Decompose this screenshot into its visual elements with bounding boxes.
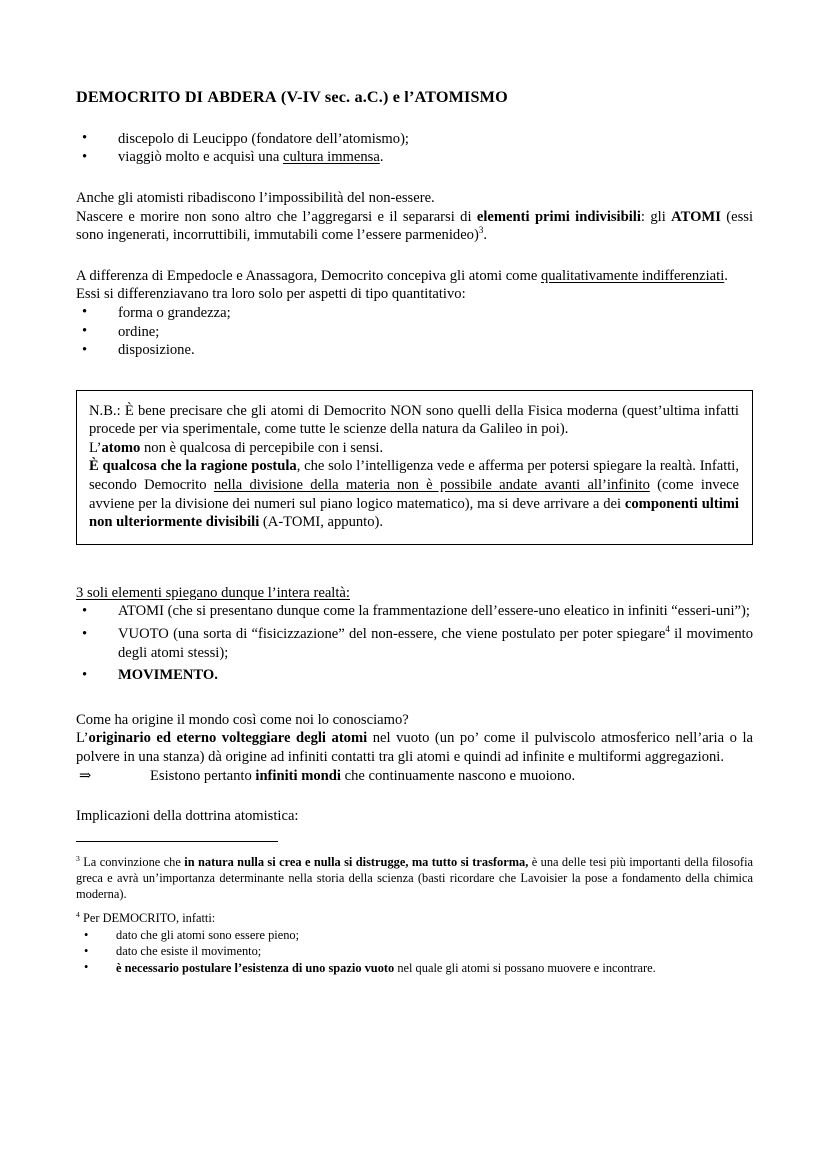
footnote-4-bullet-list [76, 927, 753, 975]
underlined-qualitativamente: qualitativamente indifferenziati [540, 267, 725, 284]
smallcaps-democrito: DEMOCRITO [102, 911, 176, 926]
bullet-text: (una sorta di “fisicizzazione” del non-essere, che viene postulato per poter spiegare [168, 626, 666, 643]
list-item [76, 927, 753, 943]
paragraph-impossibilita [76, 189, 753, 208]
paragraph-text: Essi si differenziavano tra loro solo per aspetti di tipo quantitativo: [76, 286, 466, 303]
text-segment: nel vuoto (un po’ come il pulviscolo atmosferico nell’aria o la polvere in una stanza) dà origine ad infiniti contatti tra gli atomi e quindi ad infinite e multiformi aggregazioni. [76, 730, 753, 766]
tre-elementi-bullet-list [76, 602, 753, 684]
list-item [76, 666, 753, 685]
footnote-separator [76, 841, 278, 842]
bullet-text: dato che gli atomi sono essere pieno; [116, 928, 300, 943]
bold-nulla-si-crea: in natura nulla si crea e nulla si distrugge, ma tutto si trasforma, [184, 854, 529, 869]
bold-infiniti-mondi: infiniti mondi [255, 767, 341, 784]
paragraph-implicazioni [76, 807, 753, 826]
text-segment: N.B.: È bene precisare che gli atomi di Democrito [89, 402, 391, 419]
smallcaps-atomi: ATOMI [118, 603, 164, 620]
bullet-text: . [214, 667, 218, 684]
title-smallcaps-place: ABDERA [207, 88, 277, 106]
footnote-marker-4[interactable]: 4 [665, 624, 670, 635]
intro-bullet-list [76, 130, 753, 167]
text-segment: sono quelli della Fisica moderna (quest’ultima infatti procede per via sperimentale, come tutte le scienze della natura da Galileo in poi). [89, 402, 739, 438]
nb-paragraph-1 [89, 402, 739, 439]
bullet-text: disposizione. [118, 342, 195, 359]
smallcaps-vuoto: VUOTO [118, 626, 169, 643]
bold-atomo: atomo [101, 439, 141, 456]
bullet-text: nel quale gli atomi si possano muovere e incontrare. [394, 960, 656, 975]
text-segment: Nascere e morire non sono altro che l’aggregarsi e il separarsi di [76, 208, 477, 225]
bold-elementi-primi: elementi primi indivisibili [476, 208, 641, 225]
paragraph-text: Come ha origine il mondo così come noi lo conosciamo? [76, 711, 409, 728]
text-segment: , infatti: [176, 911, 216, 926]
footnote-3 [76, 855, 753, 903]
bullet-text: ordine; [118, 323, 160, 340]
bold-componenti-ultimi: componenti ultimi non ulteriormente divisibili [89, 495, 739, 531]
footnote-4-head [76, 911, 753, 927]
text-segment: (A-TOMI, appunto). [259, 514, 384, 531]
text-segment: (come invece avviene per la divisione dei numeri sul piano logico matematico), ma si deve arrivare a dei [89, 477, 740, 512]
paragraph-text: Implicazioni della dottrina atomistica: [76, 808, 299, 825]
text-segment: è una delle tesi più importanti della filosofia greca e avrà un’importanza determinante nella storia della scienza (basti ricordare che Lavoisier la pose a fondamento della chimica moderna). [76, 854, 754, 901]
paragraph-text: Anche gli atomisti ribadiscono l’impossibilità del non-essere. [76, 189, 435, 206]
list-item [76, 304, 753, 323]
footnote-number-4: 4 [76, 910, 80, 920]
text-segment: A differenza di Empedocle e Anassagora, Democrito concepiva gli atomi come [76, 267, 541, 284]
underlined-divisione-materia: nella divisione della materia non è possibile andate avanti all’infinito [213, 477, 650, 494]
paragraph-originario-volteggiare [76, 729, 753, 766]
bullet-underlined-text: cultura immensa [282, 149, 380, 166]
paragraph-essi-differenziavano [76, 285, 753, 304]
list-item [76, 602, 753, 621]
bullet-text: (che si presentano dunque come la frammentazione dell’essere-uno eleatico in infiniti “esseri-uni”); [163, 603, 750, 620]
text-segment: . [724, 267, 728, 284]
bullet-text: discepolo di Leucippo (fondatore dell’atomismo); [118, 130, 409, 147]
text-segment: che continuamente nascono e muoiono. [340, 767, 576, 784]
smallcaps-movimento: MOVIMENTO [118, 667, 215, 684]
bullet-text: dato che esiste il movimento; [116, 944, 262, 959]
text-segment: L’ [76, 730, 89, 747]
nota-bene-callout-box [76, 390, 753, 545]
bold-atomi: ATOMI [671, 208, 721, 225]
implication-arrow-row [76, 767, 753, 786]
text-segment: La convinzione che [79, 854, 185, 869]
text-segment: : gli [640, 208, 672, 225]
paragraph-nascere-morire [76, 208, 753, 245]
text-segment: Esistono pertanto [150, 767, 256, 784]
text-segment: (essi sono ingenerati, incorruttibili, immutabili come l’essere parmenideo) [76, 208, 754, 244]
text-segment: Per [79, 911, 103, 926]
nb-paragraph-2 [89, 439, 739, 458]
heading-underlined-text: 3 soli elementi spiegano dunque l’intera realtà: [76, 584, 350, 601]
list-item [76, 960, 753, 976]
text-segment: , che solo l’intelligenza vede e afferma per potersi spiegare la realtà. Infatti, secondo Democrito [89, 458, 740, 494]
bullet-text: forma o grandezza; [118, 304, 231, 321]
list-item [76, 148, 753, 167]
list-item [76, 943, 753, 959]
text-segment: L’ [89, 439, 102, 456]
title-rest: (V-IV sec. a.C.) e l’ATOMISMO [280, 88, 508, 106]
double-arrow-icon: ⇒ [79, 767, 92, 784]
bold-volteggiare-atomi: originario ed eterno volteggiare degli atomi [88, 730, 368, 747]
page-title [76, 88, 753, 108]
list-item [76, 625, 753, 662]
nb-paragraph-3 [89, 457, 739, 531]
footnote-marker-3[interactable]: 3 [478, 225, 484, 236]
list-item [76, 341, 753, 360]
paragraph-differenza [76, 267, 753, 286]
title-lead: DEMOCRITO [76, 88, 181, 106]
bullet-text: viaggiò molto e acquisì una [118, 149, 283, 166]
footnote-number-3: 3 [76, 853, 80, 863]
bold-ragione-postula: È qualcosa che la ragione postula [89, 458, 297, 475]
paragraph-come-origine [76, 711, 753, 730]
list-item [76, 130, 753, 149]
quantitative-bullet-list [76, 304, 753, 360]
smallcaps-non: NON [390, 402, 422, 419]
list-item [76, 323, 753, 342]
bullet-text-tail: il movimento degli atomi stessi); [118, 626, 753, 661]
text-segment: . [483, 227, 488, 244]
bullet-text-tail: . [379, 149, 384, 166]
heading-tre-elementi [76, 584, 753, 603]
title-smallcaps-of: DI [184, 88, 204, 106]
bold-spazio-vuoto: è necessario postulare l’esistenza di uno spazio vuoto [116, 960, 395, 975]
text-segment: non è qualcosa di percepibile con i sensi. [140, 439, 384, 456]
